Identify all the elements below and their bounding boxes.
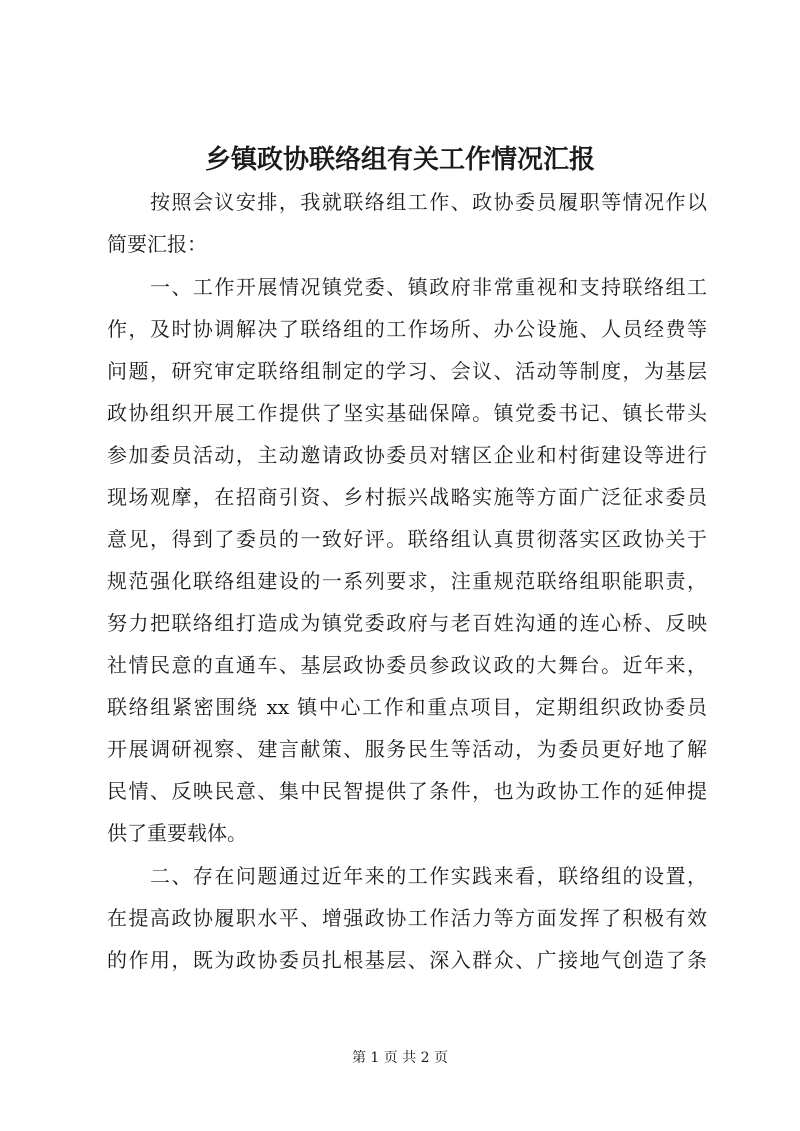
body-line: 联络组紧密围绕 xx 镇中心工作和重点项目，定期组织政协委员 <box>107 695 707 719</box>
body-line: 民情、反映民意、集中民智提供了条件，也为政协工作的延伸提 <box>107 779 707 803</box>
body-line: 问题，研究审定联络组制定的学习、会议、活动等制度，为基层 <box>107 359 707 383</box>
body-line: 政协组织开展工作提供了坚实基础保障。镇党委书记、镇长带头 <box>107 401 707 425</box>
body-line: 规范强化联络组建设的一系列要求，注重规范联络组职能职责， <box>107 569 707 593</box>
body-line: 按照会议安排，我就联络组工作、政协委员履职等情况作以 <box>107 190 707 214</box>
body-line: 社情民意的直通车、基层政协委员参政议政的大舞台。近年来， <box>107 653 707 677</box>
body-line: 现场观摩，在招商引资、乡村振兴战略实施等方面广泛征求委员 <box>107 485 707 509</box>
body-line: 作，及时协调解决了联络组的工作场所、办公设施、人员经费等 <box>107 317 707 341</box>
body-line: 在提高政协履职水平、增强政协工作活力等方面发挥了积极有效 <box>107 906 707 930</box>
body-line: 供了重要载体。 <box>107 821 247 845</box>
page-number-footer: 第 1 页 共 2 页 <box>351 1050 449 1066</box>
body-line: 参加委员活动，主动邀请政协委员对辖区企业和村街建设等进行 <box>107 443 707 467</box>
body-line: 开展调研视察、建言献策、服务民生等活动，为委员更好地了解 <box>107 737 707 761</box>
body-line: 意见，得到了委员的一致好评。联络组认真贯彻落实区政协关于 <box>107 527 707 551</box>
body-line: 的作用，既为政协委员扎根基层、深入群众、广接地气创造了条 <box>107 948 707 972</box>
body-line: 二、存在问题通过近年来的工作实践来看，联络组的设置， <box>107 864 707 888</box>
body-line: 简要汇报： <box>107 232 207 256</box>
body-line: 一、工作开展情况镇党委、镇政府非常重视和支持联络组工 <box>107 275 707 299</box>
body-line: 努力把联络组打造成为镇党委政府与老百姓沟通的连心桥、反映 <box>107 611 707 635</box>
document-title: 乡镇政协联络组有关工作情况汇报 <box>204 145 595 175</box>
